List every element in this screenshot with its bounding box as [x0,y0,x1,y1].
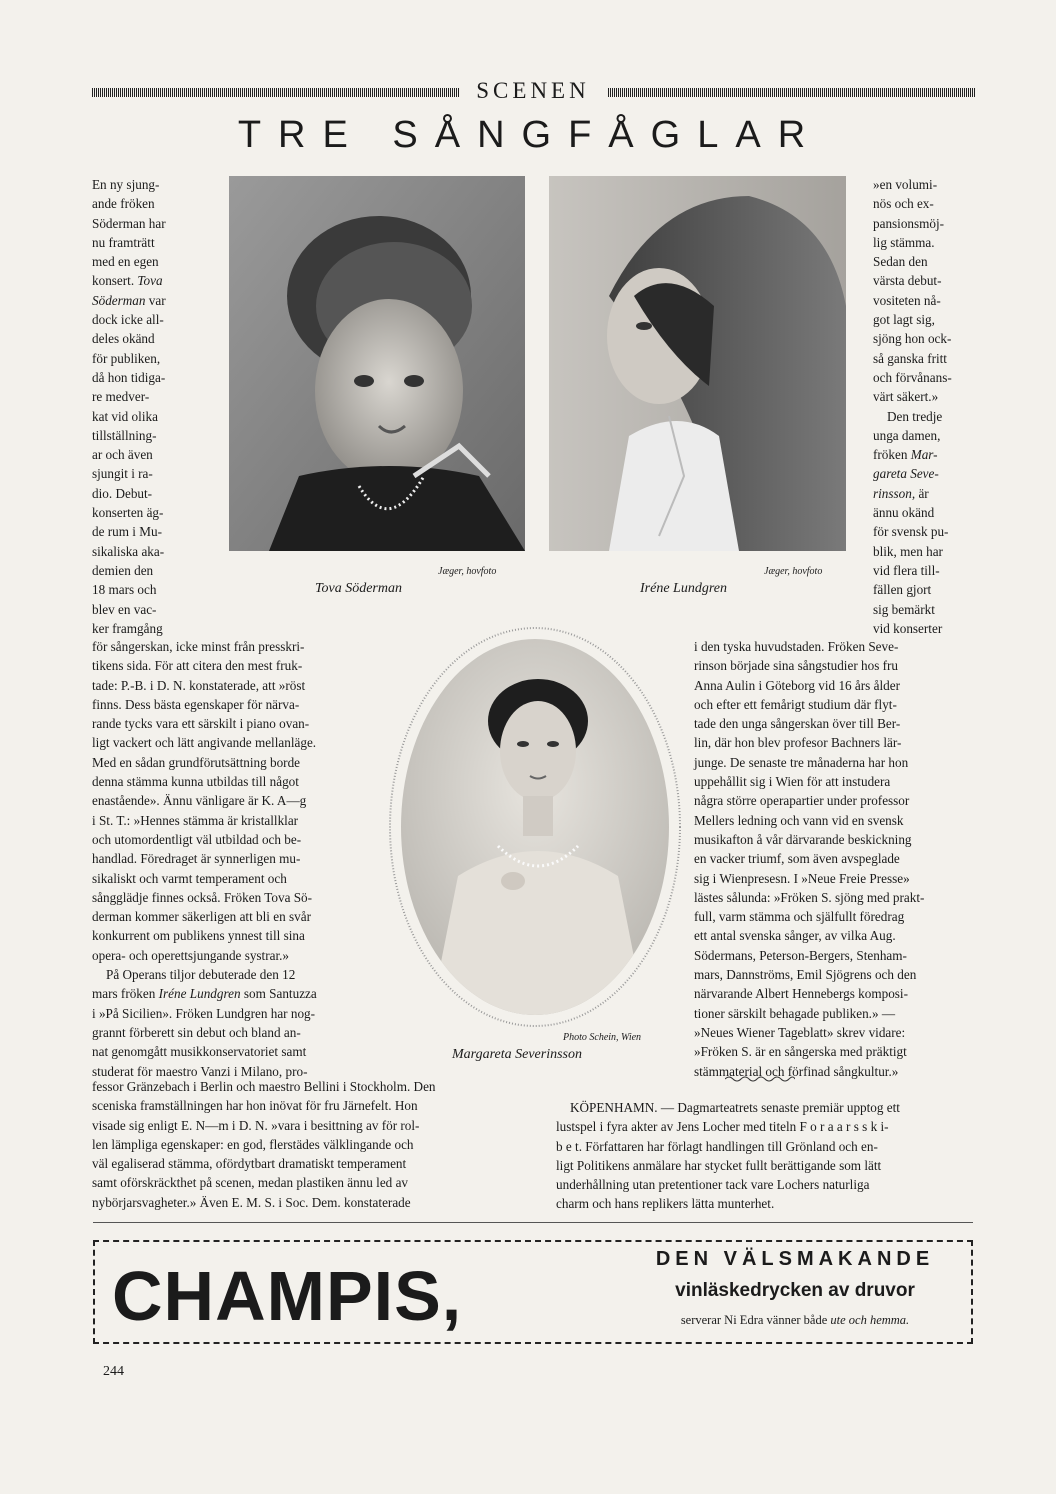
text-line: tade: P.-B. i D. N. konstaterade, att »röst [92,677,306,693]
text-line: blev en vac- [92,601,157,617]
text-line: junge. De senaste tre månaderna har hon [694,754,909,770]
text-line [92,271,210,290]
text-line: uppehållit sig i Wien för att instudera [694,774,891,790]
photo-irene-lundgren [549,176,846,551]
header-rule-left [92,88,460,97]
text-line: närvarande Albert Hennebergs komposi- [694,986,908,1002]
page-number: 244 [103,1364,124,1379]
text-line: lig stämma. [873,234,935,250]
text-line: grannt förberett sin debut och bland an- [92,1024,301,1040]
text-fragment: serverar Ni Edra vänner både [680,1313,831,1327]
text-line: re medver- [92,389,150,405]
news-item-kopenhamn [556,1098,977,1214]
name-italic: Mar- [910,447,938,463]
text-line: konkurrent om publikens ynnest till sina [92,928,305,944]
text-line: unga damen, [873,427,941,443]
text-line: och utomordentligt väl utbildad och be- [92,831,302,847]
text-line: tillställning- [92,427,157,443]
text-line: ker framgång [92,620,163,636]
text-line: stämmaterial och förfinad sångkultur.» [694,1063,899,1079]
text-line: »Neues Wiener Tageblatt» skrev vidare: [694,1024,906,1040]
caption-tova: Tova Söderman [315,581,402,596]
text-line: värt säkert.» [873,389,939,405]
text-line: »Fröken S. är en sångerska med präktigt [694,1044,907,1060]
photo-credit-tova: Jæger, hovfoto [438,566,497,577]
text-line: ännu okänd [873,505,935,521]
text-line: några större operapartier under professor [694,793,910,809]
text-line: vid flera till- [873,562,940,578]
text-line [873,464,977,483]
text-line: 18 mars och [92,582,157,598]
article-column-left-narrow [92,175,210,638]
text-line: för sångerskan, icke minst från presskri- [92,639,305,654]
text-line: tade den unga sångerskan över till Ber- [694,716,901,732]
text-line: en vacker triumf, som även avspeglade [694,851,900,867]
text-line: Södermans, Peterson-Bergers, Stenham- [694,947,907,963]
text-line: nös och ex- [873,196,934,212]
name-italic: Tova [137,273,163,289]
text-line: »en volumi- [873,177,938,192]
text-line [92,984,374,1003]
article-column-left-mid [92,637,374,1081]
article-column-right-mid [694,637,977,1081]
text-line: studerat för maestro Vanzi i Milano, pro- [92,1063,308,1079]
text-line: sjöng hon ock- [873,331,952,347]
text-line: lästes sålunda: »Fröken S. sjöng med prakt- [694,889,925,905]
text-line: Mellers ledning och vann vid en svensk [694,812,904,828]
portrait-image [388,626,682,1028]
text-line: ligt vackert och lätt angivande mellanläge. [92,735,317,751]
caption-irene: Iréne Lundgren [640,581,727,596]
text-line: sig i Wienpresesn. I »Neue Freie Presse» [694,870,910,886]
text-line: dio. Debut- [92,485,153,501]
text-line: visade sig enligt E. N—m i D. N. »vara i besittning av för rol- [92,1117,420,1133]
text-line: så ganska fritt [873,350,947,366]
text-line: deles okänd [92,331,155,347]
text-line: i den tyska huvudstaden. Fröken Seve- [694,639,899,654]
text-line: de rum i Mu- [92,524,162,540]
text-line: ar och även [92,447,153,463]
text-line: rinson började sina sångstudier hos fru [694,658,899,674]
header-rule-right [608,88,976,97]
text-line: mars, Dannströms, Emil Sjögrens och den [694,967,917,983]
text-line: KÖPENHAMN. — Dagmarteatrets senaste premiär upptog ett [570,1100,900,1115]
text-line: finns. Dess bästa egenskaper för närva- [92,696,300,712]
text-line: sig bemärkt [873,601,935,617]
text-line: underhållning utan pretentioner tack vare Lochers naturliga [556,1177,870,1193]
text-line: fessor Gränzebach i Berlin och maestro Bellini i Stockholm. Den [92,1079,436,1094]
text-line: blik, men har [873,543,943,559]
text-line: pansionsmöj- [873,215,945,231]
text-line: sikaliska aka- [92,543,165,559]
text-fragment: konsert. [92,273,138,289]
text-line: och efter ett femårigt studium där flyt- [694,696,897,712]
section-label: SCENEN [476,78,590,103]
text-line: demien den [92,562,154,578]
text-line: derman kommer säkerligen att bli en svår [92,909,311,925]
text-line: ett antal svenska sånger, av vilka Aug. [694,928,896,944]
text-line: lin, där hon blev profesor Bachners lär- [694,735,902,751]
text-line: ligt Politikens anmälare har stycket fullt berättigande som lätt [556,1157,882,1173]
text-line: värsta debut- [873,273,942,289]
text-line: got lagt sig, [873,312,935,328]
text-line: väl egaliserad stämma, ofördytbart dramatiskt temperament [92,1156,407,1172]
text-line [873,484,977,503]
text-line: då hon tidiga- [92,369,166,385]
text-line: lustspel i fyra akter av Jens Locher med titeln F o r a a r s s k i- [556,1119,889,1135]
text-line [92,291,210,310]
text-line: sjungit i ra- [92,466,153,482]
text-line: vositeten nå- [873,292,941,308]
text-fragment: mars fröken [92,986,159,1002]
text-fragment: fröken [873,447,911,463]
text-line: i St. T.: »Hennes stämma är kristallklar [92,812,299,828]
advert-tagline: DEN VÄLSMAKANDE [655,1248,935,1270]
text-fragment: var [145,292,166,308]
text-line: musikafton å vår därvarande beskickning [694,831,912,847]
text-line: b e t. Författaren har förlagt handlingen till Grönland och en- [556,1138,878,1154]
text-line: för publiken, [92,350,161,366]
text-line: dock icke all- [92,312,164,328]
section-divider-squiggle [725,1075,795,1083]
text-line: rande tycks vara ett särskilt i piano ovan- [92,716,310,732]
name-italic: Iréne Lundgren [158,986,241,1002]
article-column-right-narrow [873,175,977,638]
text-line: Sedan den [873,254,928,270]
text-line: med en egen [92,254,159,270]
text-line: len lämpliga egenskaper: en god, flerstädes välklingande och [92,1136,414,1152]
text-fragment: som Santuzza [240,986,317,1002]
article-headline: TRE SÅNGFÅGLAR [237,114,823,156]
name-italic: Söderman [92,292,146,308]
text-line: Anna Aulin i Göteborg vid 16 års ålder [694,677,900,693]
text-line: charm och hans replikers lätta munterhet. [556,1196,775,1212]
text-line: nu framträtt [92,234,155,250]
text-line: Söderman har [92,215,166,231]
text-line: Den tredje [887,408,943,424]
portrait-image [229,176,525,551]
text-line: i »På Sicilien». Fröken Lundgren har nog- [92,1005,316,1021]
text-line: handlad. Föredraget är synnerligen mu- [92,851,301,867]
text-line: sceniska framställningen har hon inövat för fru Järnefelt. Hon [92,1098,418,1114]
text-line: för svensk pu- [873,524,949,540]
caption-margareta: Margareta Severinsson [452,1047,582,1062]
photo-credit-margareta: Photo Schein, Wien [563,1032,642,1043]
advert-small-text [632,1313,958,1328]
text-line: På Operans tiljor debuterade den 12 [106,967,296,983]
text-line: Med en sådan grundförutsättning borde [92,754,301,770]
name-italic: gareta Seve- [873,466,939,482]
text-line: tikens sida. För att citera den mest fruk- [92,658,303,674]
text-line [873,445,977,464]
page-divider [93,1222,973,1223]
text-line: ande fröken [92,196,155,212]
text-line: tioner särskilt behagade publiken.» — [694,1005,896,1021]
text-line: En ny sjung- [92,177,160,192]
advert-brand: CHAMPIS, [112,1257,463,1335]
text-italic: ute och hemma. [830,1313,910,1327]
text-line: opera- och operettsjungande systrar.» [92,947,290,963]
article-column-left-wide [92,1077,519,1212]
photo-margareta-severinsson [388,626,682,1028]
text-line: kat vid olika [92,408,158,424]
text-line: denna stämma kunna utbildas till något [92,774,299,790]
text-line: och förvånans- [873,369,952,385]
text-line: nybörjarsvagheter.» Även E. M. S. i Soc. Dem. konstaterade [92,1194,411,1210]
text-line: nat genomgått musikkonservatoriet samt [92,1044,307,1060]
text-line: sångglädje finnes också. Fröken Tova Sö- [92,889,313,905]
photo-tova-soderman [229,176,525,551]
text-line: konserten äg- [92,505,164,521]
name-italic: rinsson, [873,485,916,501]
photo-credit-irene: Jæger, hovfoto [764,566,823,577]
advert-subline: vinläskedrycken av druvor [675,1280,915,1301]
text-line: vid konserter [873,620,943,636]
text-fragment: är [915,485,929,501]
text-line: enastående». Ännu vänligare är K. A—g [92,793,307,809]
text-line: full, varm stämma och själfullt föredrag [694,909,905,925]
text-line: fällen gjort [873,582,932,598]
text-line: samt oförskräckthet på scenen, medan plastiken ännu led av [92,1175,409,1191]
portrait-image [549,176,846,551]
text-line: sikaliskt och varmt temperament och [92,870,287,886]
